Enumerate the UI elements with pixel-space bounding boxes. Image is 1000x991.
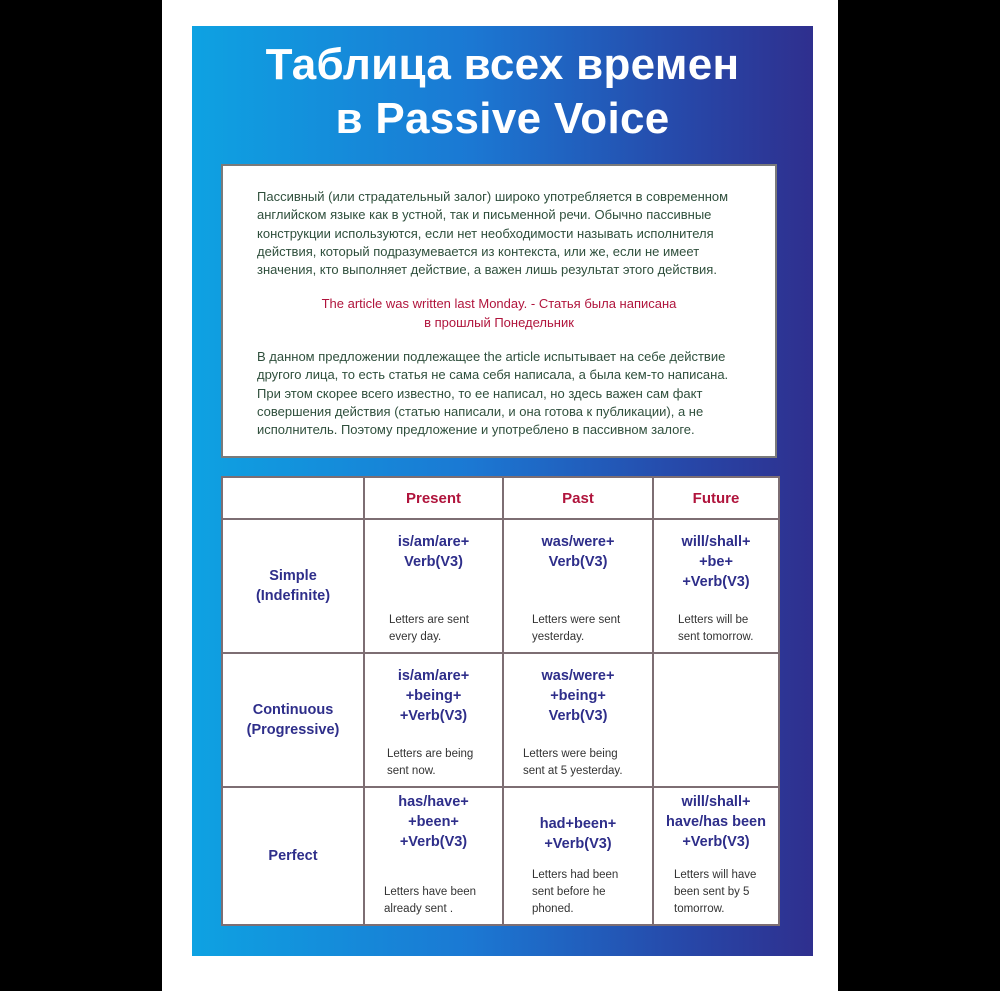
formula-line: +Verb(V3) <box>399 834 468 850</box>
intro-text-box <box>221 164 777 458</box>
title-line-2: в Passive Voice <box>335 94 670 143</box>
example-line: sent tomorrow. <box>678 631 754 643</box>
formula <box>365 792 502 852</box>
formula-line: was/were+ <box>541 534 615 550</box>
formula <box>504 814 652 854</box>
row-label-continuous <box>222 653 364 787</box>
formula-line: has/have+ <box>398 794 469 810</box>
formula-line: +been+ <box>408 814 459 830</box>
example-line: already sent . <box>384 903 454 915</box>
title-line-1: Таблица всех времен <box>265 40 740 89</box>
example-text <box>384 884 502 918</box>
example-text <box>678 612 788 646</box>
example-text <box>389 612 499 646</box>
formula-line: +Verb(V3) <box>544 836 612 852</box>
poster-title <box>192 38 813 146</box>
example-text <box>674 867 774 918</box>
example-line: sent before he <box>532 886 606 898</box>
table-row-perfect <box>222 787 779 925</box>
formula-line: Verb(V3) <box>548 554 608 570</box>
formula <box>504 532 652 572</box>
intro-paragraph-2: В данном предложении подлежащее the article испытывает на себе действие другого лица, то есть статья не сама себя написала, а была кем-то написана. При этом скорее всего известно, то ее написал, но здесь важен сам факт совершения действия (статью написали, и она готова к публикации), а не исполнитель. Поэтому предложение и употреблено в пассивном залоге. <box>257 349 729 438</box>
row-label-line: (Indefinite) <box>255 588 331 604</box>
row-label-perfect <box>222 787 364 925</box>
example-line: Letters will be <box>678 614 749 626</box>
example-line: tomorrow. <box>674 903 725 915</box>
formula-line: will/shall+ <box>681 794 751 810</box>
formula-line: +be+ <box>699 554 733 570</box>
intro-paragraph-1: Пассивный (или страдательный залог) широко употребляется в современном английском языке как в устной, так и письменной речи. Обычно пассивные конструкции используются, если нет необходимости называть исполнителя действия, который подразумевается из контекста, или же, если не имеет значения, кто выполняет действие, а важен лишь результат этого действия. <box>257 189 729 278</box>
formula-line: have/has been <box>666 814 766 830</box>
formula-line: +Verb(V3) <box>399 708 468 724</box>
cell-simple-future <box>653 519 779 653</box>
header-future: Future <box>653 477 779 519</box>
example-line: Letters are sent <box>389 614 469 626</box>
table-row-simple <box>222 519 779 653</box>
formula <box>654 792 778 852</box>
header-past: Past <box>503 477 653 519</box>
example-line: every day. <box>389 631 442 643</box>
example-text <box>532 612 652 646</box>
example-line: yesterday. <box>532 631 585 643</box>
formula-line: Verb(V3) <box>548 708 608 724</box>
table-header-row <box>222 477 779 519</box>
formula-line: Verb(V3) <box>404 554 463 570</box>
formula <box>365 532 502 572</box>
cell-continuous-past <box>503 653 653 787</box>
row-label-line: (Progressive) <box>246 722 340 738</box>
cell-simple-past <box>503 519 653 653</box>
example-line: Letters were being <box>523 748 618 760</box>
formula-line: had+been+ <box>539 816 617 832</box>
example-line: Letters were sent <box>532 614 621 626</box>
cell-continuous-future-empty <box>653 653 779 787</box>
example-line-1: The article was written last Monday. - Статья была написана <box>321 296 677 312</box>
formula-line: is/am/are+ <box>397 668 470 684</box>
example-line-2: в прошлый Понедельник <box>424 314 574 330</box>
formula-line: is/am/are+ <box>397 534 470 550</box>
example-line: phoned. <box>532 903 574 915</box>
row-label-line: Simple <box>269 568 317 584</box>
example-line: Letters have been <box>384 886 477 898</box>
formula <box>365 666 502 726</box>
intro-example <box>257 295 741 332</box>
formula-line: +Verb(V3) <box>682 834 750 850</box>
example-text <box>532 867 647 918</box>
formula-line: was/were+ <box>541 668 615 684</box>
cell-perfect-future <box>653 787 779 925</box>
example-line: Letters are being <box>387 748 474 760</box>
header-present: Present <box>364 477 503 519</box>
formula-line: +Verb(V3) <box>682 574 750 590</box>
row-label-line: Perfect <box>268 848 318 864</box>
cell-continuous-present <box>364 653 503 787</box>
example-text <box>523 746 648 780</box>
example-line: Letters had been <box>532 869 619 881</box>
row-label-line: Continuous <box>252 702 334 718</box>
cell-perfect-present <box>364 787 503 925</box>
example-text <box>387 746 502 780</box>
tense-table <box>221 476 780 926</box>
row-label-simple <box>222 519 364 653</box>
example-line: Letters will have <box>674 869 757 881</box>
header-empty <box>222 477 364 519</box>
formula-line: +being+ <box>550 688 606 704</box>
formula-line: +being+ <box>405 688 462 704</box>
example-line: sent at 5 yesterday. <box>523 765 623 777</box>
formula <box>654 532 778 592</box>
formula-line: will/shall+ <box>681 534 751 550</box>
cell-perfect-past <box>503 787 653 925</box>
example-line: been sent by 5 <box>674 886 750 898</box>
formula <box>504 666 652 726</box>
example-line: sent now. <box>387 765 436 777</box>
cell-simple-present <box>364 519 503 653</box>
table-row-continuous <box>222 653 779 787</box>
